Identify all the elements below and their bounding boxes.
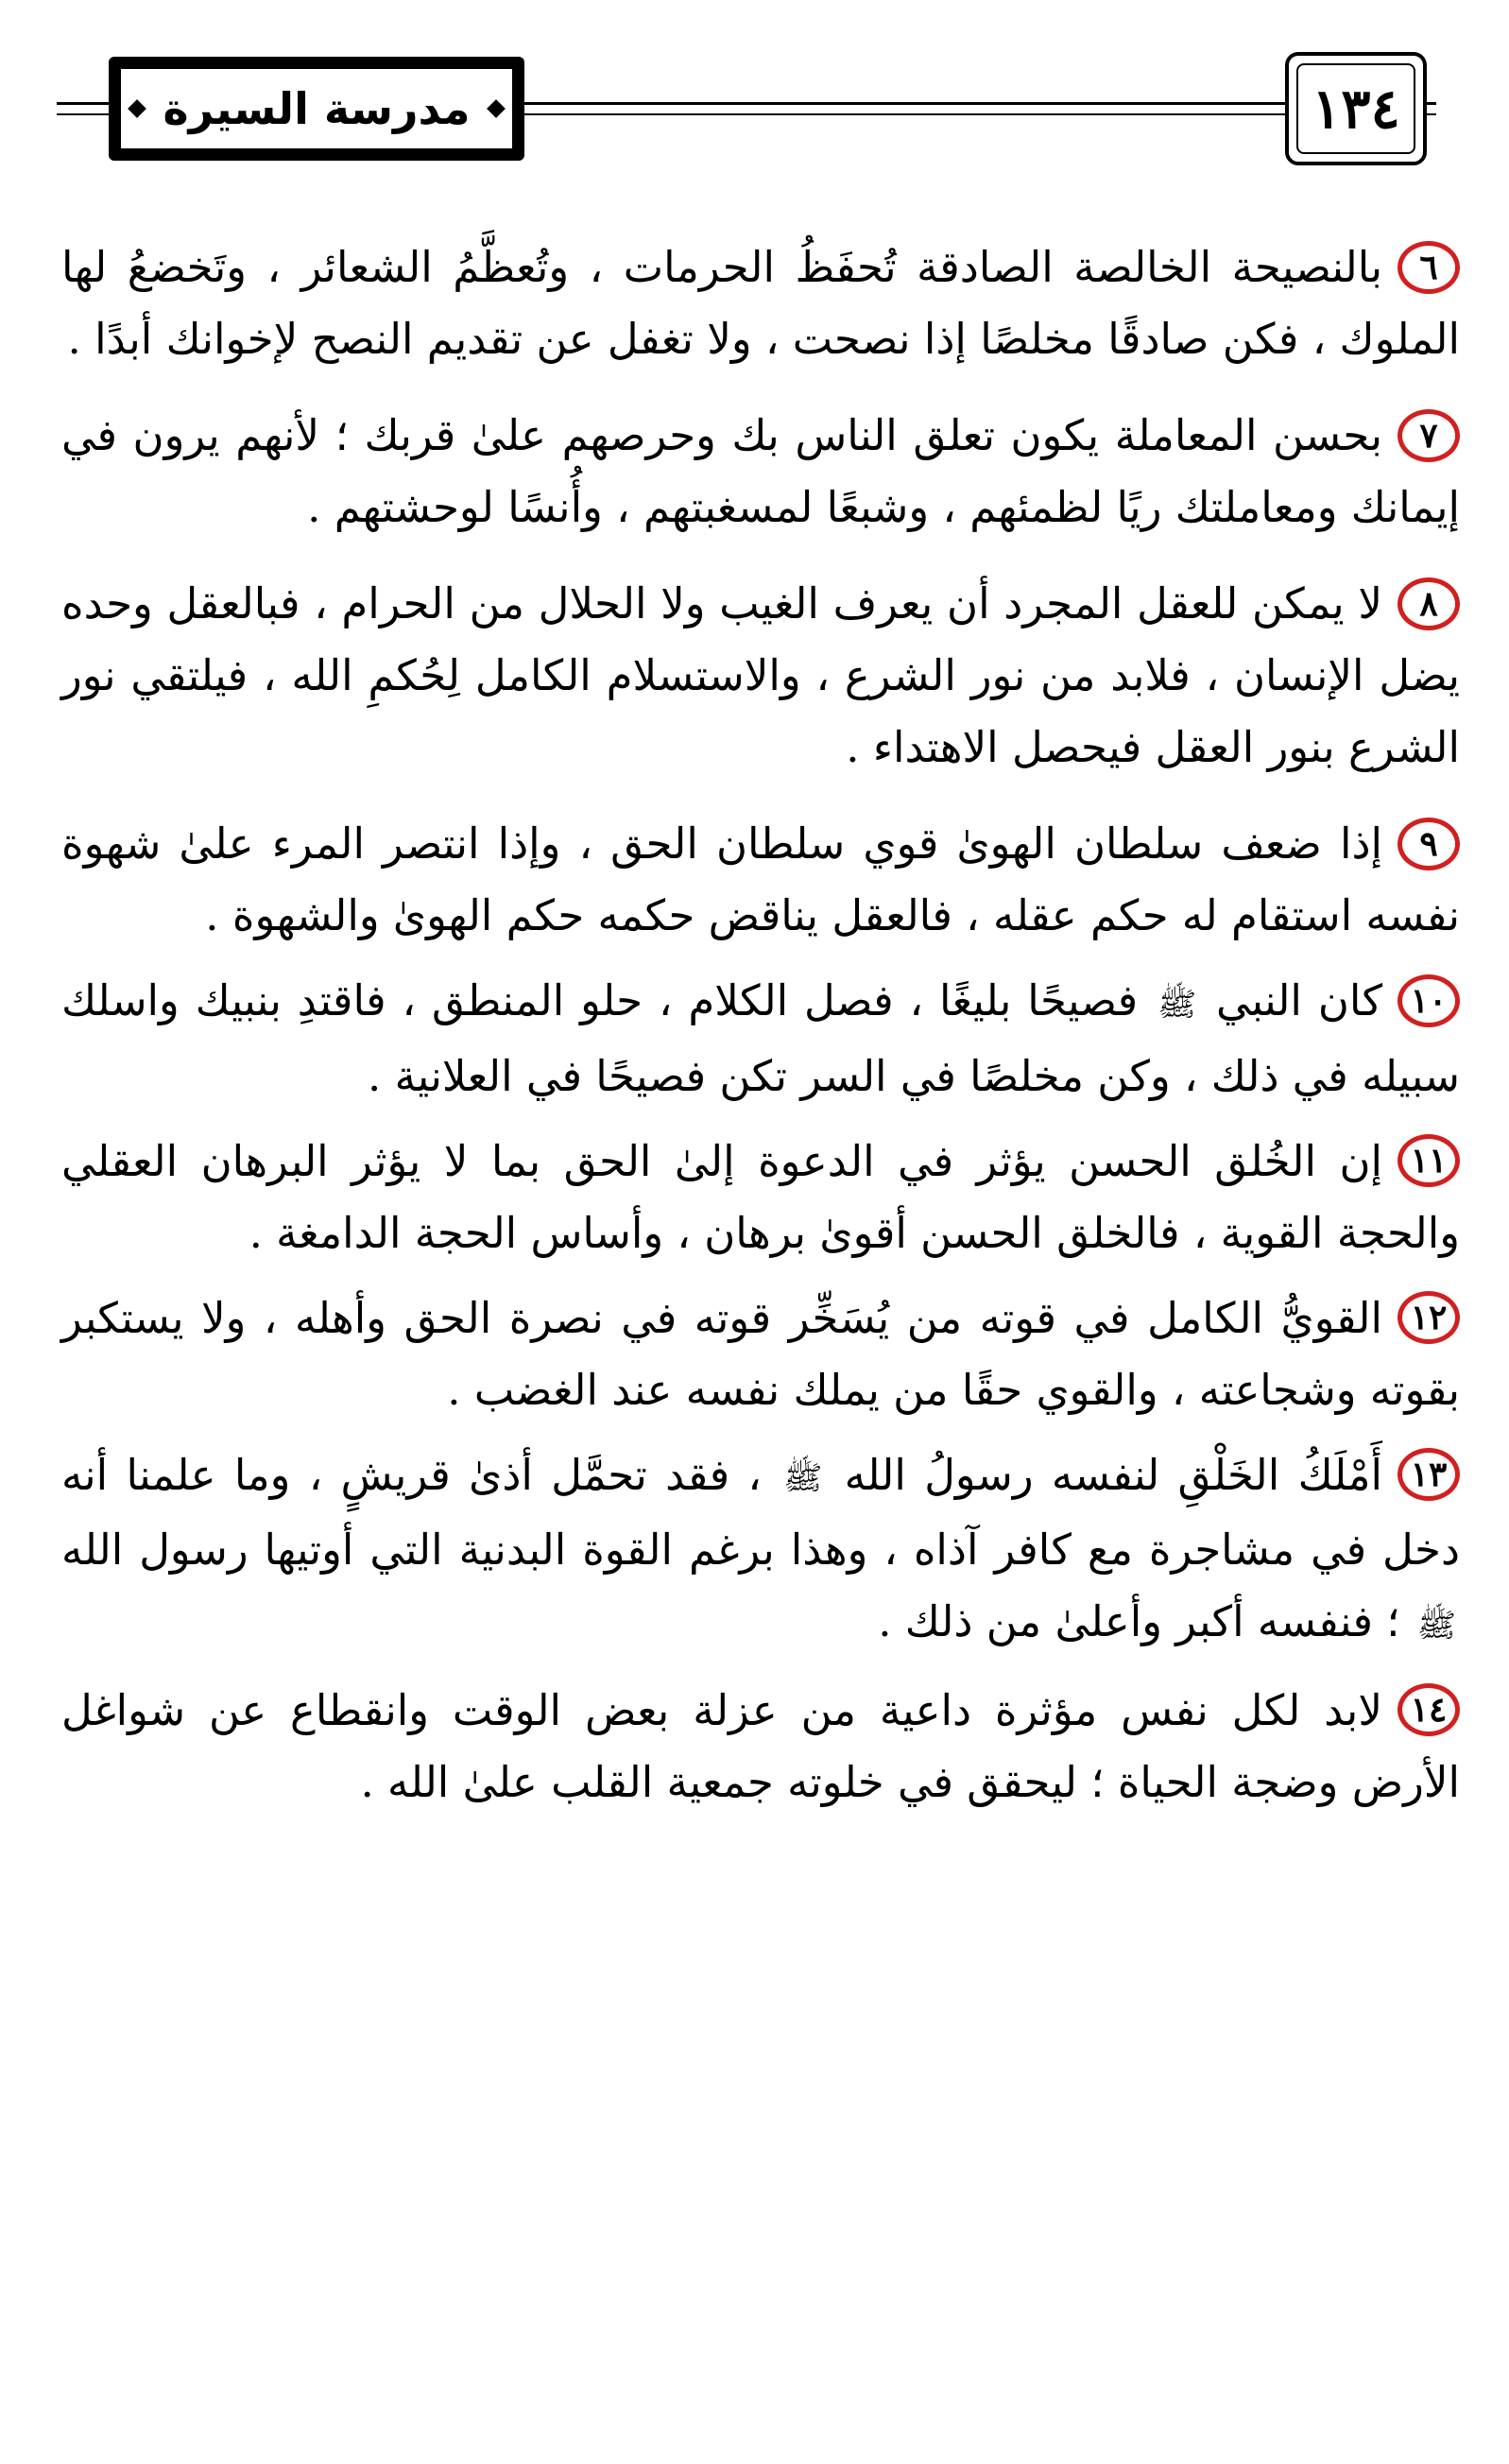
paragraph-10 (61, 965, 1460, 1112)
paragraph-text: لا يمكن للعقل المجرد أن يعرف الغيب ولا الحلال من الحرام ، فبالعقل وحده يضل الإنسان ، فلابد من نور الشرع ، والاستسلام الكامل لِحُكمِ الله ، فيلتقي نور الشرع بنور العقل فيحصل الاهتداء . (61, 578, 1460, 772)
paragraph-number-badge: ٧ (1398, 409, 1460, 462)
book-title-frame (109, 57, 524, 161)
book-title: مدرسة السيرة (163, 83, 471, 134)
salawat-seal-icon: ﷺ (1416, 1606, 1456, 1645)
salawat-seal-icon: ﷺ (1157, 985, 1197, 1024)
paragraph-number-badge: ١٠ (1398, 974, 1460, 1027)
paragraph-number-badge: ٦ (1398, 241, 1460, 294)
paragraph-text-before: كان النبي (1216, 975, 1382, 1025)
paragraph-text-before: أَمْلَكُ الخَلْقِ لنفسه رسولُ الله (844, 1449, 1382, 1500)
paragraph-text: بالنصيحة الخالصة الصادقة تُحفَظُ الحرمات ، وتُعظَّمُ الشعائر ، وتَخضعُ لها الملوك ، فكن صادقًا مخلصًا إذا نصحت ، ولا تغفل عن تقديم النصح لإخوانك أبدًا . (61, 242, 1460, 364)
paragraph-13 (61, 1439, 1460, 1662)
page-body (61, 232, 1460, 1843)
paragraph-text: لابد لكل نفس مؤثرة داعية من عزلة بعض الوقت وانقطاع عن شواغل الأرض وضجة الحياة ؛ ليحقق في خلوته جمعية القلب علىٰ الله . (61, 1684, 1460, 1807)
paragraph-number-badge: ١٣ (1398, 1448, 1460, 1501)
paragraph-14 (61, 1675, 1460, 1818)
paragraph-text: إن الخُلق الحسن يؤثر في الدعوة إلىٰ الحق بما لا يؤثر البرهان العقلي والحجة القوية ، فالخلق الحسن أقوىٰ برهان ، وأساس الحجة الدامغة . (61, 1135, 1460, 1258)
paragraph-text: إذا ضعف سلطان الهوىٰ قوي سلطان الحق ، وإذا انتصر المرء علىٰ شهوة نفسه استقام له حكم عقله ، فالعقل يناقض حكمه حكم الهوىٰ والشهوة . (61, 818, 1460, 940)
paragraph-text: القويُّ الكامل في قوته من يُسَخِّر قوته في نصرة الحق وأهله ، ولا يستكبر بقوته وشجاعته ، والقوي حقًا من يملك نفسه عند الغضب . (61, 1292, 1460, 1415)
book-title-inner (118, 66, 515, 151)
paragraph-text-middle: ، فقد تحمَّل أذىٰ قريشٍ ، وما علمنا أنه دخل في مشاجرة مع كافر آذاه ، وهذا برغم القوة البدنية التي أوتيها رسول الله (61, 1449, 1460, 1575)
paragraph-8 (61, 568, 1460, 784)
paragraph-number-badge: ١١ (1398, 1134, 1460, 1187)
paragraph-text: بحسن المعاملة يكون تعلق الناس بك وحرصهم علىٰ قربك ؛ لأنهم يرون في إيمانك ومعاملتك ريًا لظمئهم ، وشبعًا لمسغبتهم ، وأُنسًا لوحشتهم . (61, 410, 1460, 532)
paragraph-11 (61, 1126, 1460, 1269)
paragraph-9 (61, 808, 1460, 952)
paragraph-number-badge: ١٤ (1398, 1683, 1460, 1736)
salawat-seal-icon: ﷺ (783, 1459, 823, 1497)
page-number: ١٣٤ (1312, 77, 1400, 141)
paragraph-6 (61, 232, 1460, 375)
paragraph-number-badge: ٨ (1398, 577, 1460, 630)
paragraph-text-after: ؛ فنفسه أكبر وأعلىٰ من ذلك . (878, 1596, 1400, 1646)
paragraph-text-after: فصيحًا بليغًا ، فصل الكلام ، حلو المنطق ، فاقتدِ بنبيك واسلك سبيله في ذلك ، وكن مخلصًا في السر تكن فصيحًا في العلانية . (61, 975, 1460, 1101)
page-header (0, 0, 1509, 180)
paragraph-7 (61, 400, 1460, 543)
page-number-frame (1285, 52, 1427, 165)
paragraph-number-badge: ١٢ (1398, 1291, 1460, 1344)
paragraph-number-badge: ٩ (1398, 818, 1460, 870)
paragraph-12 (61, 1283, 1460, 1426)
